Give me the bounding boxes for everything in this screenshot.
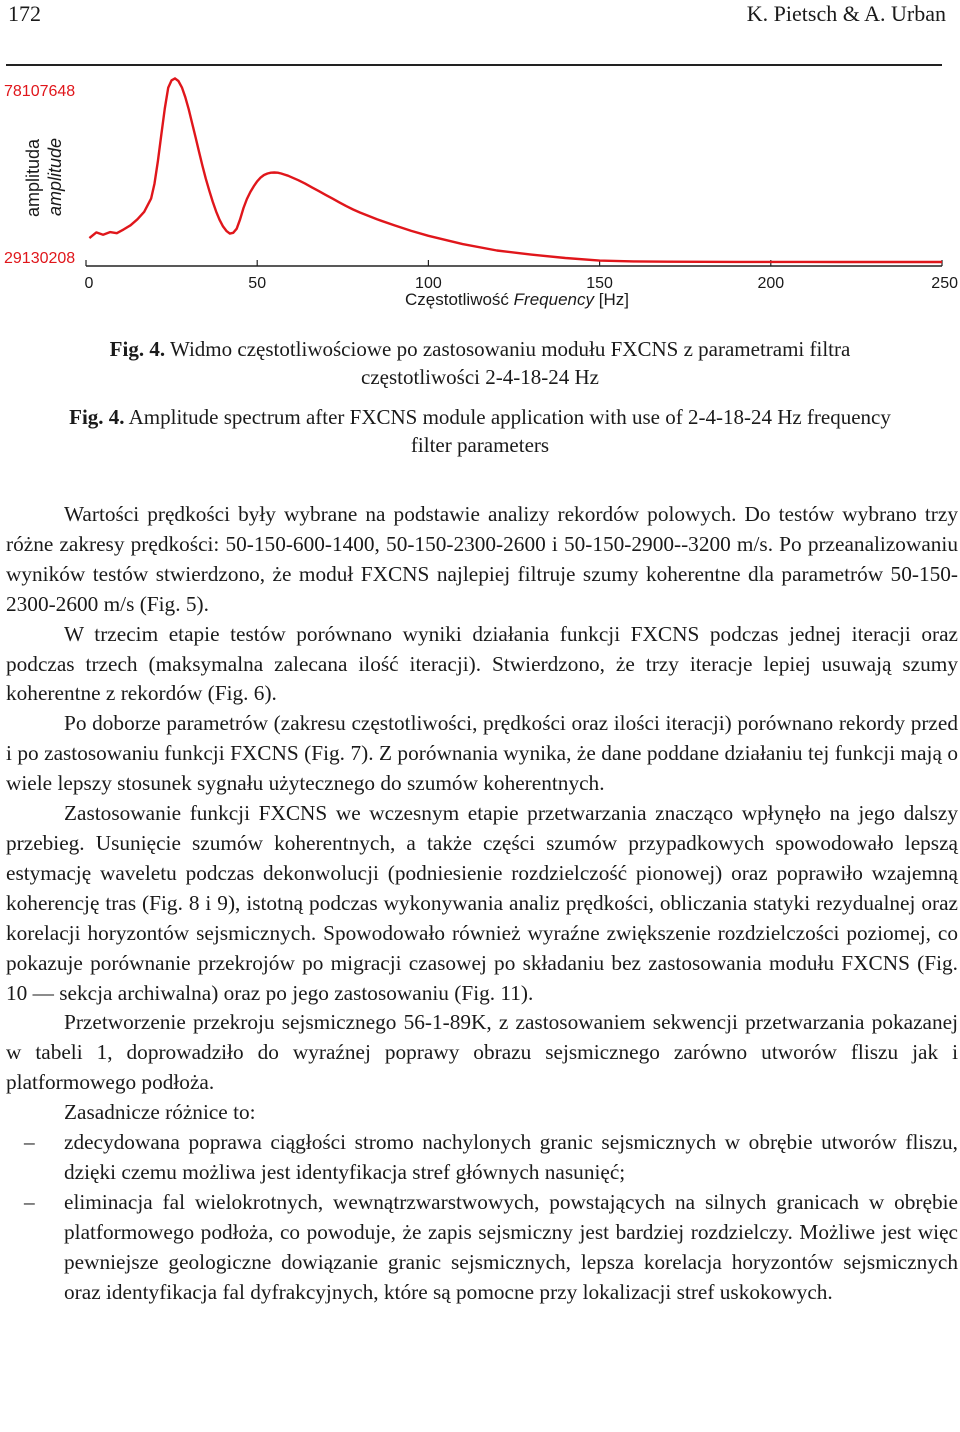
y-axis-label-en: amplitude (45, 137, 65, 216)
x-tick-label: 250 (931, 275, 958, 292)
paragraph-1: Wartości prędkości były wybrane na podstawie analizy rekordów polowych. Do testów wybrano trzy różne zakresy prędkości: 50-150-600-1400, 50-150-2300-2600 i 50-150-2900--3200 m/s. Po przeanalizowaniu wyników testów stwierdzono, że moduł FXCNS najlepiej filtruje szumy koherentne dla parametrów 50-150-2300-2600 m/s (Fig. 5). (6, 502, 958, 616)
list-item (6, 1128, 958, 1188)
y-min-label: 29130208 (4, 250, 76, 267)
caption-pl-line1 (0, 335, 960, 363)
paragraph-2: W trzecim etapie testów porównano wyniki działania funkcji FXCNS podczas jednej iteracji oraz podczas trzech (maksymalna zalecana ilość iteracji). Stwierdzono, że trzy iteracje lepiej usuwają szumy koherentne z rekordów (Fig. 6). (6, 621, 958, 706)
body-text (6, 500, 958, 1307)
paragraph-5: Przetworzenie przekroju sejsmicznego 56-1-89K, z zastosowaniem sekwencji przetwarzania pokazanej w tabeli 1, doprowadziło do wyraźnej poprawy obrazu sejsmicznego zarówno utworów fliszu jak i platformowego podłoża. (6, 1010, 958, 1095)
list-dash: – (24, 1189, 35, 1214)
page-number: 172 (8, 1, 41, 26)
caption-en-line2: filter parameters (410, 433, 550, 457)
x-tick-label: 0 (84, 275, 94, 292)
list-item-text: zdecydowana poprawa ciągłości stromo nachylonych granic sejsmicznych w obrębie utworów fliszu, dzięki czemu możliwa jest identyfikacja stref głównych nasunięć; (64, 1130, 958, 1184)
paragraph-6: Zasadnicze różnice to: (64, 1100, 256, 1125)
running-authors: K. Pietsch & A. Urban (746, 1, 946, 26)
differences-list (6, 1128, 958, 1307)
spectrum-line (89, 78, 942, 262)
x-tick-label: 150 (586, 275, 613, 292)
caption-en-text1: Amplitude spectrum after FXCNS module application with use of 2-4-18-24 Hz frequency (128, 405, 891, 429)
x-axis-title (405, 290, 629, 309)
running-header (8, 0, 946, 36)
list-dash: – (24, 1130, 35, 1155)
x-label-pl: Częstotliwość (405, 290, 509, 309)
caption-pl-label: Fig. 4. (109, 337, 166, 361)
y-max-label: 78107648 (4, 83, 76, 100)
amplitude-spectrum-chart (0, 66, 960, 316)
x-tick-label: 50 (248, 275, 267, 292)
caption-pl-text1: Widmo częstotliwościowe po zastosowaniu modułu FXCNS z parametrami filtra (169, 337, 851, 361)
x-tick-label: 200 (757, 275, 785, 292)
figure-caption-en (0, 403, 960, 459)
paragraph-4: Zastosowanie funkcji FXCNS we wczesnym etapie przetwarzania znacząco wpłynęło na jego dalszy przebieg. Usunięcie szumów koherentnych, a także części szumów przypadkowych spowodowało lepszą estymację waveletu podczas dekonwolucji (podniesienie rozdzielczość pionowej) oraz poprawiło wzajemną koherencję tras (Fig. 8 i 9), istotną podczas wykonywania analiz prędkości, obliczania statyki rezydualnej oraz korelacji horyzontów sejsmicznych. Spowodowało również wyraźne zwiększenie rozdzielczości poziomej, co pokazuje porównanie przekrojów po migracji czasowej po składaniu bez zastosowania modułu FXCNS (Fig. 10 — sekcja archiwalna) oraz po jego zastosowaniu (Fig. 11). (6, 801, 958, 1005)
caption-en-label: Fig. 4. (69, 405, 125, 429)
x-tick-label: 100 (415, 275, 442, 292)
caption-pl-line2: częstotliwości 2-4-18-24 Hz (361, 365, 599, 389)
caption-en-line1 (0, 403, 960, 431)
paragraph-3: Po doborze parametrów (zakresu częstotliwości, prędkości oraz ilości iteracji) porównano rekordy przed i po zastosowaniu funkcji FXCNS (Fig. 7). Z porównania wynika, że dane poddane działaniu tej funkcji mają o wiele lepszy stosunek sygnału użytecznego do szumów koherentnych. (6, 711, 958, 796)
y-axis-label-pl: amplituda (23, 138, 43, 217)
list-item (6, 1188, 958, 1308)
list-item-text: eliminacja fal wielokrotnych, wewnątrzwarstwowych, powstających na silnych granicach w obrębie platformowego podłoża, co powoduje, że zapis sejsmiczny jest bardziej rozdzielczy. Możliwe jest więc pewniejsze geologiczne dowiązanie granic sejsmicznych, lepsza korelacja horyzontów sejsmicznych oraz identyfikacja fal dyfrakcyjnych, które są pomocne przy lokalizacji stref uskokowych. (64, 1189, 958, 1304)
x-unit: [Hz] (598, 290, 629, 309)
figure-caption-pl (0, 335, 960, 391)
x-label-en: Frequency (513, 290, 595, 309)
